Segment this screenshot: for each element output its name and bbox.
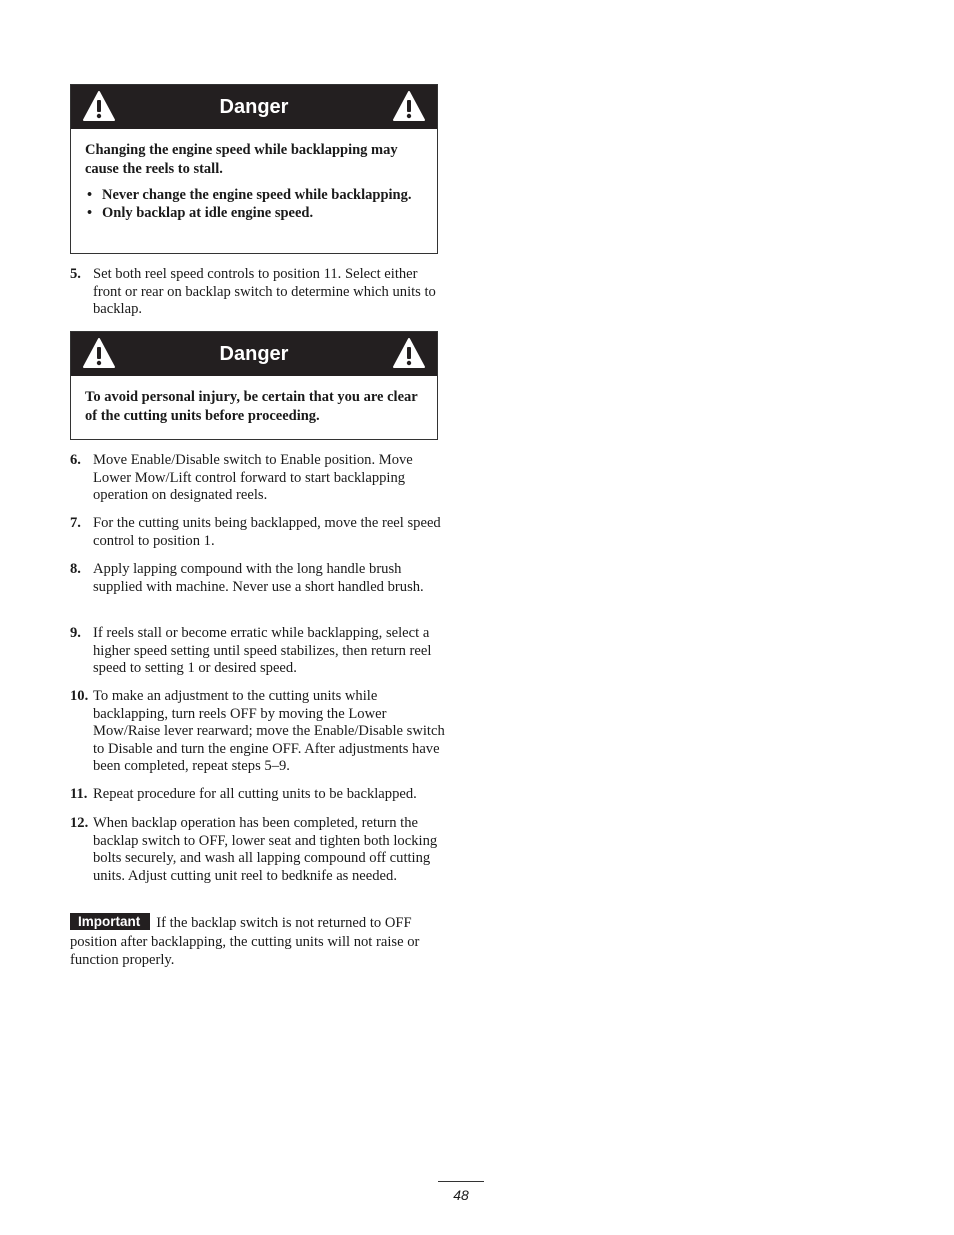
step-text: If reels stall or become erratic while backlapping, select a higher speed setting until speed stabilizes, then return reel speed to setting 1 or desired speed.	[93, 625, 432, 677]
important-note	[70, 913, 448, 970]
step-number: 11.	[70, 786, 88, 802]
danger-box-personal-injury	[70, 331, 438, 440]
step-number: 5.	[70, 266, 81, 282]
danger-body	[71, 376, 437, 438]
danger-header	[71, 332, 437, 376]
step-number: 10.	[70, 688, 89, 704]
danger-body	[71, 129, 437, 234]
warning-triangle-icon	[392, 337, 426, 369]
danger-bullet: • Never change the engine speed while backlapping.	[85, 187, 423, 205]
step-number: 7.	[70, 515, 81, 531]
danger-bullet: • Only backlap at idle engine speed.	[85, 205, 423, 223]
step-5	[70, 266, 446, 319]
step-9	[70, 625, 446, 678]
step-11	[70, 786, 446, 804]
danger-bullet-list	[85, 187, 423, 222]
step-8	[70, 561, 446, 596]
step-text: Move Enable/Disable switch to Enable position. Move Lower Mow/Lift control forward to start backlapping operation on designated reels.	[93, 452, 413, 504]
step-6	[70, 452, 446, 505]
danger-box-engine-speed	[70, 84, 438, 254]
step-number: 9.	[70, 625, 81, 641]
danger-header	[71, 85, 437, 129]
warning-triangle-icon	[392, 90, 426, 122]
danger-text: To avoid personal injury, be certain that you are clear of the cutting units before proceeding.	[85, 389, 418, 424]
step-text: Set both reel speed controls to position 11. Select either front or rear on backlap switch to determine which units to backlap.	[93, 266, 436, 318]
important-text: If the backlap switch is not returned to OFF position after backlapping, the cutting units will not raise or function properly.	[70, 915, 420, 968]
danger-title: Danger	[219, 96, 289, 118]
important-label: Important	[70, 913, 150, 930]
step-text: Repeat procedure for all cutting units to be backlapped.	[93, 786, 417, 802]
step-text: For the cutting units being backlapped, move the reel speed control to position 1.	[93, 515, 441, 549]
page-number: 48	[453, 1187, 469, 1203]
step-text: Apply lapping compound with the long handle brush supplied with machine. Never use a short handled brush.	[93, 561, 424, 595]
step-number: 8.	[70, 561, 81, 577]
step-12	[70, 815, 446, 885]
step-7	[70, 515, 446, 550]
step-text: When backlap operation has been completed, return the backlap switch to OFF, lower seat and tighten both locking bolts securely, and wash all lapping compound off cutting units. Adjust cutting unit reel to bedknife as needed.	[93, 815, 438, 884]
step-number: 6.	[70, 452, 81, 468]
step-10	[70, 688, 446, 776]
danger-text: Changing the engine speed while backlapping may cause the reels to stall.	[85, 142, 398, 177]
step-text: To make an adjustment to the cutting units while backlapping, turn reels OFF by moving the Lower Mow/Raise lever rearward; move the Enable/Disable switch to Disable and turn the engine OFF. After adjustments have been completed, repeat steps 5–9.	[93, 688, 445, 775]
footer-divider	[438, 1181, 484, 1182]
step-number: 12.	[70, 815, 89, 831]
danger-title: Danger	[219, 343, 289, 365]
